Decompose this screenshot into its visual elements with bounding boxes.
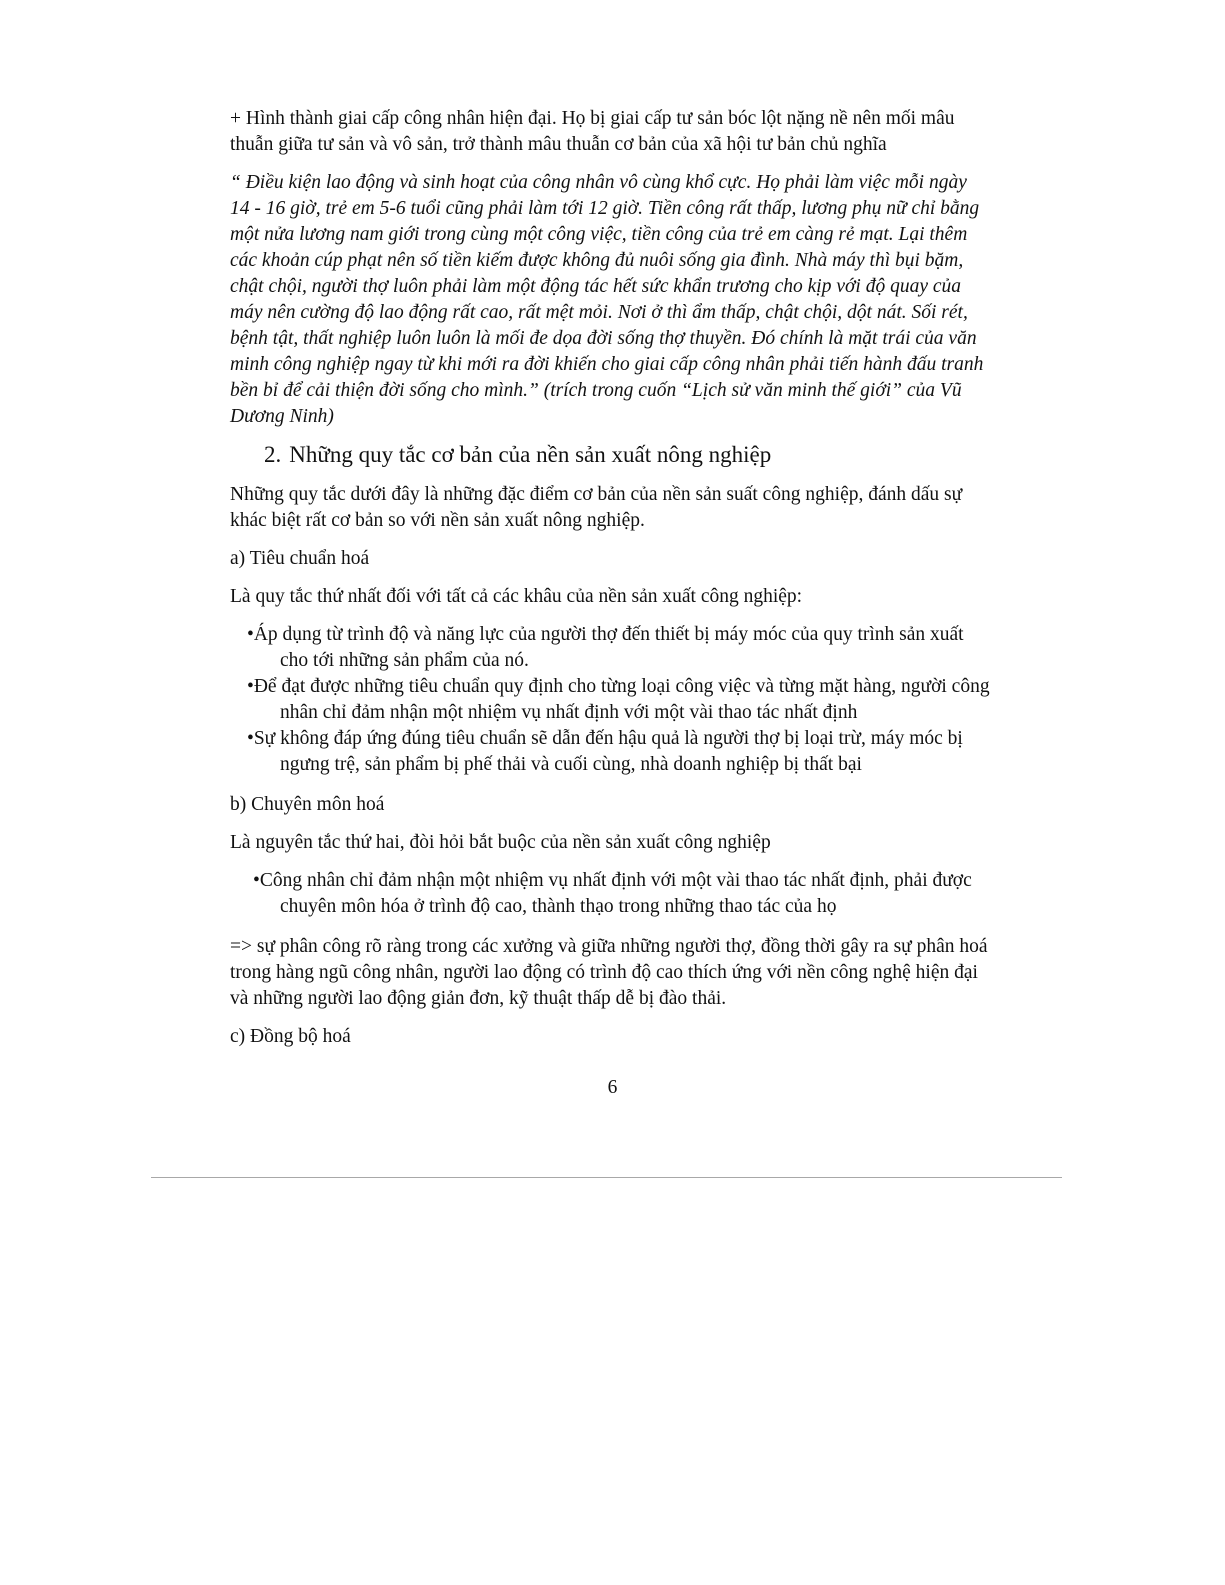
intro-paragraph: + Hình thành giai cấp công nhân hiện đại. Họ bị giai cấp tư sản bóc lột nặng nề nên mối mâu thuẫn giữa tư sản và vô sản, trở thành mâu thuẫn cơ bản của xã hội tư bản chủ nghĩa xyxy=(230,108,955,155)
standardization-heading: a) Tiêu chuẩn hoá xyxy=(230,548,370,569)
section-heading xyxy=(264,440,990,470)
specialization-conclusion: => sự phân công rõ ràng trong các xưởng và giữa những người thợ, đồng thời gây ra sự phân hoá trong hàng ngũ công nhân, người lao động có trình độ cao thích ứng với nền công nghệ hiện đại và những người lao động giản đơn, kỹ thuật thấp dễ bị đào thải. xyxy=(230,936,988,1009)
specialization-lead: Là nguyên tắc thứ hai, đòi hỏi bắt buộc của nền sản xuất công nghiệp xyxy=(230,832,771,853)
list-item-text: Áp dụng từ trình độ và năng lực của người thợ đến thiết bị máy móc của quy trình sản xuất cho tới những sản phẩm của nó. xyxy=(253,624,964,671)
bullet-icon: • xyxy=(247,728,254,749)
list-item xyxy=(230,726,990,778)
section-title: Những quy tắc cơ bản của nền sản xuất nông nghiệp xyxy=(289,442,772,467)
bullet-icon: • xyxy=(247,676,254,697)
synchronization-heading: c) Đồng bộ hoá xyxy=(230,1026,351,1047)
standardization-bullet-list xyxy=(230,622,990,778)
bullet-icon: • xyxy=(247,624,254,645)
section-intro-paragraph: Những quy tắc dưới đây là những đặc điểm cơ bản của nền sản suất công nghiệp, đánh dấu sự khác biệt rất cơ bản so với nền sản xuất nông nghiệp. xyxy=(230,484,963,531)
list-item-text: Công nhân chỉ đảm nhận một nhiệm vụ nhất định với một vài thao tác nhất định, phải được chuyên môn hóa ở trình độ cao, thành thạo trong những thao tác của họ xyxy=(259,870,972,917)
document-page xyxy=(230,106,990,1062)
list-item xyxy=(230,868,990,920)
list-item xyxy=(230,622,990,674)
page-number: 6 xyxy=(607,1077,618,1098)
section-number: 2. xyxy=(264,442,282,467)
specialization-bullet-list xyxy=(230,868,990,920)
page-divider xyxy=(151,1177,1062,1178)
list-item xyxy=(230,674,990,726)
historical-quote: “ Điều kiện lao động và sinh hoạt của công nhân vô cùng khổ cực. Họ phải làm việc mỗi ngày 14 - 16 giờ, trẻ em 5-6 tuổi cũng phải làm tới 12 giờ. Tiền công rất thấp, lương phụ nữ chỉ bằng một nửa lương nam giới trong cùng một công việc, tiền công của trẻ em càng rẻ mạt. Lại thêm các khoản cúp phạt nên số tiền kiếm được không đủ nuôi sống gia đình. Nhà máy thì bụi bặm, chật chội, người thợ luôn phải làm một động tác hết sức khẩn trương cho kịp với độ quay của máy nên cường độ lao động rất cao, rất mệt mỏi. Nơi ở thì ẩm thấp, chật chội, dột nát. Sối rét, bệnh tật, thất nghiệp luôn luôn là mối đe dọa đời sống thợ thuyền. Đó chính là mặt trái của văn minh công nghiệp ngay từ khi mới ra đời khiến cho giai cấp công nhân phải tiến hành đấu tranh bền bỉ để cải thiện đời sống cho mình.” (trích trong cuốn “Lịch sử văn minh thế giới” của Vũ Dương Ninh) xyxy=(230,172,984,427)
list-item-text: Để đạt được những tiêu chuẩn quy định cho từng loại công việc và từng mặt hàng, người công nhân chỉ đảm nhận một nhiệm vụ nhất định với một vài thao tác nhất định xyxy=(253,676,990,723)
list-item-text: Sự không đáp ứng đúng tiêu chuẩn sẽ dẫn đến hậu quả là người thợ bị loại trừ, máy móc bị ngưng trệ, sản phẩm bị phế thải và cuối cùng, nhà doanh nghiệp bị thất bại xyxy=(253,728,963,775)
specialization-heading: b) Chuyên môn hoá xyxy=(230,794,385,815)
standardization-lead: Là quy tắc thứ nhất đối với tất cả các khâu của nền sản xuất công nghiệp: xyxy=(230,586,803,607)
bullet-icon: • xyxy=(253,870,260,891)
